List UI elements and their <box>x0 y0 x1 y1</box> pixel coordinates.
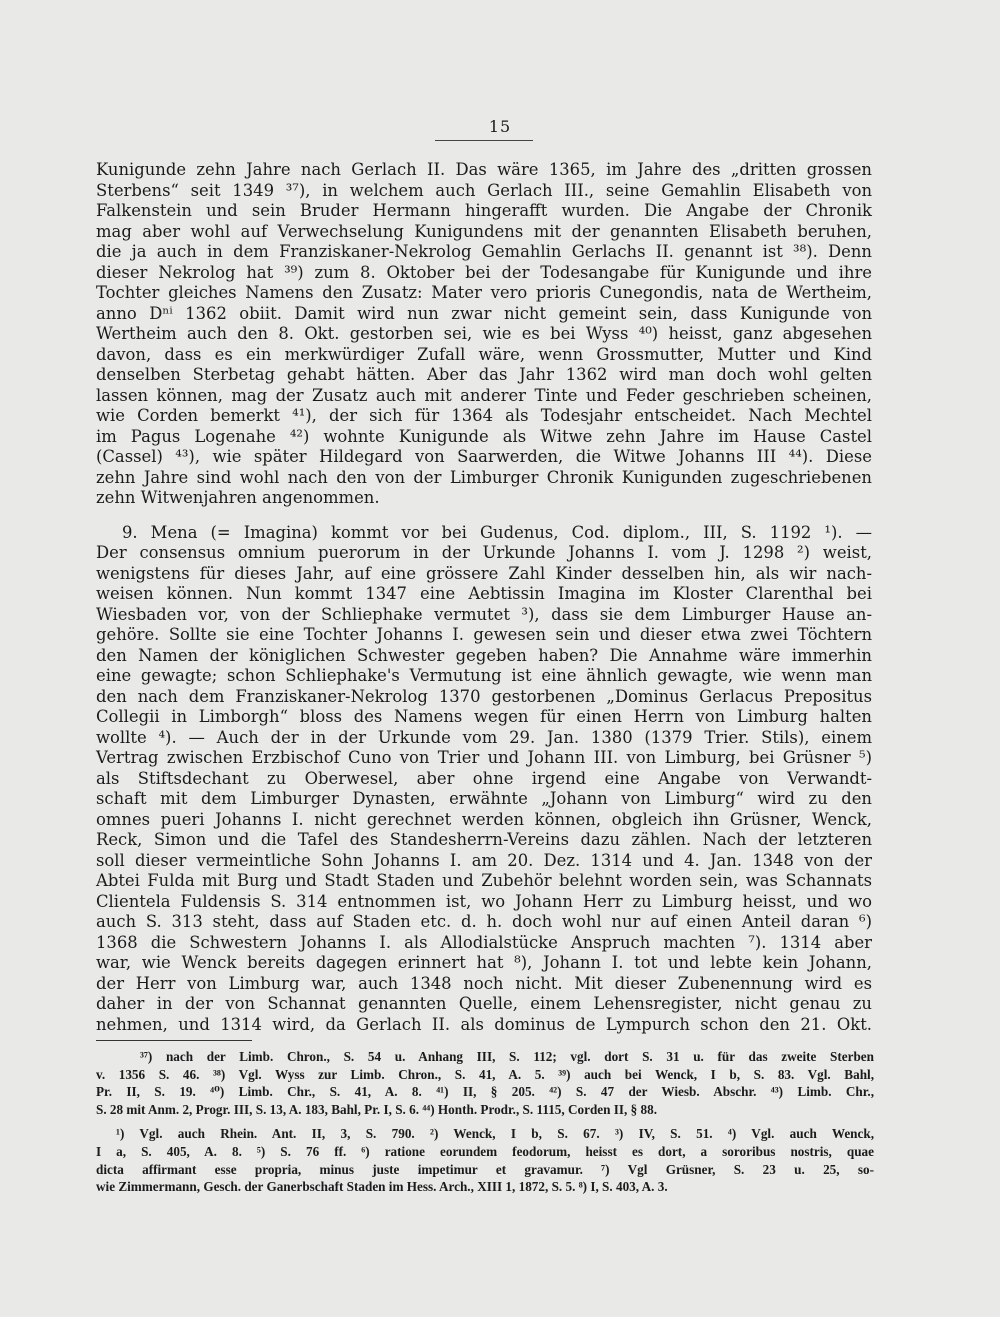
footnote-separator <box>96 1040 252 1041</box>
page-number-rule <box>435 140 533 141</box>
footnote-line: v. 1356 S. 46. ³⁸) Vgl. Wyss zur Limb. Chron., S. 41, A. 5. ³⁹) auch bei Wenck, I b, S. 83. Vgl. Bahl, <box>96 1066 874 1082</box>
footnote-line: dicta affirmant esse propria, minus juste impetimur et gravamur. ⁷) Vgl Grüsner, S. 23 u. 25, so- <box>96 1161 874 1177</box>
text-line: dieser Nekrolog hat ³⁹) zum 8. Oktober bei der Todesangabe für Kunigunde und ihre <box>96 262 872 282</box>
paragraph-gap <box>96 509 872 523</box>
text-line: gehöre. Sollte sie eine Tochter Johanns I. gewesen sein und dieser etwa zwei Töchtern <box>96 625 872 644</box>
text-line: war, wie Wenck bereits dagegen erinnert hat ⁸), Johann I. tot und lebte kein Johann, <box>96 953 872 972</box>
text-line: Reck, Simon und die Tafel des Standesherrn-Vereins dazu zählen. Nach der letzteren <box>96 830 872 849</box>
footnotes <box>96 1048 874 1196</box>
main-text <box>96 160 872 1056</box>
text-line: den nach dem Franziskaner-Nekrolog 1370 gestorbenen „Dominus Gerlacus Prepositus <box>96 686 872 706</box>
text-line: omnes pueri Johanns I. nicht gerechnet werden können, obgleich ihn Grüsner, Wenck, <box>96 809 872 829</box>
text-line: Kunigunde zehn Jahre nach Gerlach II. Das wäre 1365, im Jahre des „dritten grossen <box>96 160 872 179</box>
text-line: Vertrag zwischen Erzbischof Cuno von Trier und Johann III. von Limburg, bei Grüsner ⁵) <box>96 748 872 767</box>
text-line: 9. Mena (= Imagina) kommt vor bei Gudenus, Cod. diplom., III, S. 1192 ¹). — <box>122 522 872 542</box>
footnote-gap <box>96 1118 874 1125</box>
text-line: (Cassel) ⁴³), wie später Hildegard von Saarwerden, die Witwe Johanns III ⁴⁴). Diese <box>96 447 872 466</box>
footnote-line: ³⁷) nach der Limb. Chron., S. 54 u. Anhang III, S. 112; vgl. dort S. 31 u. für das zweite Sterben <box>140 1049 874 1064</box>
text-line: Collegii in Limborgh“ bloss des Namens wegen für einen Herrn von Limburg halten <box>96 707 872 726</box>
text-line: davon, dass es ein merkwürdiger Zufall wäre, wenn Grossmutter, Mutter und Kind <box>96 344 872 364</box>
text-line: zehn Jahre sind wohl nach den von der Limburger Chronik Kunigunden zugeschriebenen <box>96 467 872 487</box>
text-line: mag aber wohl auf Verwechselung Kunigundens mit der genannten Elisabeth beruhen, <box>96 221 872 241</box>
text-line: Der consensus omnium puerorum in der Urkunde Johanns I. vom J. 1298 ²) weist, <box>96 543 872 562</box>
footnote-line: ¹) Vgl. auch Rhein. Ant. II, 3, S. 790. ²) Wenck, I b, S. 67. ³) IV, S. 51. ⁴) Vgl. auch Wenck, <box>116 1126 874 1142</box>
text-line: Wiesbaden vor, von der Schliephake vermutet ³), dass sie dem Limburger Hause an- <box>96 604 872 624</box>
footnote-line: Pr. II, S. 19. ⁴⁰) Limb. Chr., S. 41, A. 8. ⁴¹) II, § 205. ⁴²) S. 47 der Wiesb. Abschr. ⁴³) Limb. Chr., <box>96 1084 874 1100</box>
footnote-line: I a, S. 405, A. 8. ⁵) S. 76 ff. ⁶) ratione eorundem feodorum, heisst es dort, a sororibus nostris, quae <box>96 1143 874 1159</box>
footnote-line: wie Zimmermann, Gesch. der Ganerbschaft Staden im Hess. Arch., XIII 1, 1872, S. 5. ⁸) I, S. 403, A. 3. <box>96 1179 668 1195</box>
text-line: lassen können, mag der Zusatz auch mit anderer Tinte und Feder geschrieben scheinen, <box>96 385 872 405</box>
text-line: Falkenstein und sein Bruder Hermann hingerafft wurden. Die Angabe der Chronik <box>96 201 872 220</box>
text-line: schaft mit dem Limburger Dynasten, erwähnte „Johann von Limburg“ wird zu den <box>96 789 872 808</box>
text-line: den Namen der königlichen Schwester gegeben haben? Die Annahme wäre immerhin <box>96 645 872 665</box>
text-line: weisen können. Nun kommt 1347 eine Aebtissin Imagina im Kloster Clarenthal bei <box>96 584 872 603</box>
text-line: die ja auch in dem Franziskaner-Nekrolog Gemahlin Gerlachs II. genannt ist ³⁸). Denn <box>96 242 872 261</box>
text-line: auch S. 313 steht, dass auf Staden etc. d. h. doch wohl nur auf einen Anteil daran ⁶) <box>96 912 872 931</box>
text-line: wollte ⁴). — Auch der in der Urkunde vom 29. Jan. 1380 (1379 Trier. Stils), einem <box>96 727 872 747</box>
text-line: im Pagus Logenahe ⁴²) wohnte Kunigunde als Witwe zehn Jahre im Hause Castel <box>96 426 872 446</box>
text-line: soll dieser vermeintliche Sohn Johanns I. am 20. Dez. 1314 und 4. Jan. 1348 von der <box>96 850 872 870</box>
text-line: nehmen, und 1314 wird, da Gerlach II. als dominus de Lympurch schon den 21. Okt. <box>96 1014 872 1034</box>
text-line: anno Dⁿⁱ 1362 obiit. Damit wird nun zwar nicht gemeint sein, dass Kunigunde von <box>96 303 872 323</box>
text-line: Tochter gleiches Namens den Zusatz: Mater vero prioris Cunegondis, nata de Wertheim, <box>96 283 872 302</box>
text-line: daher in der von Schannat genannten Quelle, einem Lehensregister, nicht genau zu <box>96 994 872 1013</box>
text-line: eine gewagte; schon Schliephake's Vermutung ist eine ähnlich gewagte, wie wenn man <box>96 666 872 685</box>
text-line: wenigstens für dieses Jahr, auf eine grössere Zahl Kinder desselben hin, als wir nach- <box>96 563 872 583</box>
text-line: 1368 die Schwestern Johanns I. als Allodialstücke Anspruch machten ⁷). 1314 aber <box>96 932 872 952</box>
text-line: der Herr von Limburg war, auch 1348 noch nicht. Mit dieser Zubenennung wird es <box>96 973 872 993</box>
text-line: wie Corden bemerkt ⁴¹), der sich für 1364 als Todesjahr entscheidet. Nach Mechtel <box>96 406 872 425</box>
page-number: 15 <box>488 117 512 136</box>
text-line: Clientela Fuldensis S. 314 entnommen ist, wo Johann Herr zu Limburg heisst, und wo <box>96 891 872 911</box>
text-line: denselben Sterbetag gehabt hätten. Aber das Jahr 1362 wird man doch wohl gelten <box>96 365 872 384</box>
text-line: Abtei Fulda mit Burg und Stadt Staden und Zubehör belehnt worden sein, was Schannats <box>96 871 872 890</box>
text-line: Wertheim auch den 8. Okt. gestorben sei, wie es bei Wyss ⁴⁰) heisst, ganz abgesehen <box>96 324 872 343</box>
text-line: zehn Witwenjahren angenommen. <box>96 488 380 507</box>
text-line: Sterbens“ seit 1349 ³⁷), in welchem auch Gerlach III., seine Gemahlin Elisabeth von <box>96 180 872 200</box>
footnote-line: S. 28 mit Anm. 2, Progr. III, S. 13, A. 183, Bahl, Pr. I, S. 6. ⁴⁴) Honth. Prodr., S. 1115, Corden II, § 88. <box>96 1101 658 1117</box>
text-line: als Stiftsdechant zu Oberwesel, aber ohne irgend eine Angabe von Verwandt- <box>96 768 872 788</box>
